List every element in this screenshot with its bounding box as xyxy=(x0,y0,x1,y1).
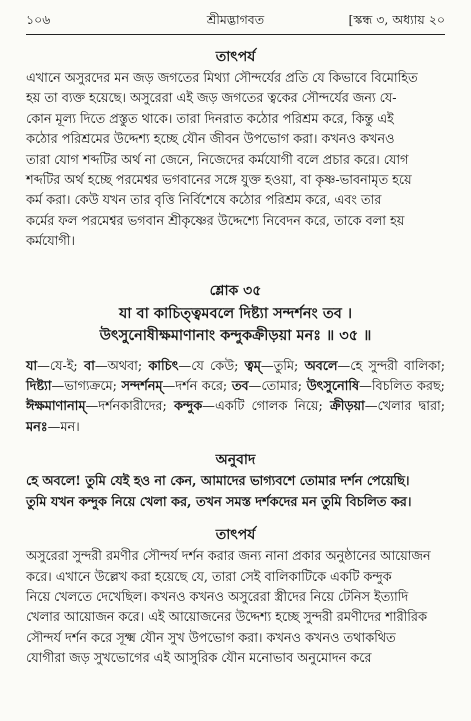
synonym-term: ঈক্ষমাণানাম্ xyxy=(26,399,86,415)
text-line: হয় তা ব্যক্ত হয়েছে। অসুরেরা এই জড় জগতের ত্বকের সৌন্দর্যের জন্য যে- xyxy=(26,91,397,107)
synonym-meaning: যে কেউ; xyxy=(191,358,239,374)
canto-chapter: [স্কন্ধ ৩, অধ্যায় ২০ xyxy=(348,12,445,27)
synonym-meaning: তোমার; xyxy=(261,379,303,395)
text-line: অসুরেরা সুন্দরী রমণীর সৌন্দর্য দর্শন করার জন্য নানা প্রকার অনুষ্ঠানের আয়োজন xyxy=(26,549,431,565)
text-line: কঠোর পরিশ্রমের উদ্দেশ্য হচ্ছে যৌন জীবন উপভোগ করা। কখনও কখনও xyxy=(26,132,395,148)
synonym-meaning: হে সুন্দরী বালিকা; xyxy=(350,358,446,374)
purport-heading: তাৎপর্য xyxy=(215,49,256,65)
shloka-heading: শ্লোক ৩৫ xyxy=(209,282,262,299)
page-number: ১০৬ xyxy=(26,12,51,27)
purport-text xyxy=(26,547,445,669)
synonym-term: ক্রীড়য়া xyxy=(330,399,365,415)
text-line: কর্মযোগী। xyxy=(26,234,75,250)
synonym-term: বা xyxy=(83,358,95,374)
text-line: নিয়ে খেলতে দেখেছিল। কখনও কখনও অসুরেরা স্ত্রীদের নিয়ে টেনিস ইত্যাদি xyxy=(26,589,409,605)
purport-text xyxy=(26,69,445,253)
translation-heading: অনুবাদ xyxy=(215,452,256,469)
text-line: শব্দটির অর্থ হচ্ছে পরমেশ্বর ভগবানের সঙ্গে যুক্ত হওয়া, বা কৃষ্ণ-ভাবনামৃত হয়ে xyxy=(26,173,412,189)
synonym-meaning: মন। xyxy=(60,419,80,435)
text-line: এখানে অসুরদের মন জড় জগতের মিথ্যা সৌন্দর্যের প্রতি যে কিভাবে বিমোহিত xyxy=(26,71,418,86)
synonym-meaning: যে-ই; xyxy=(49,358,78,374)
synonym-term: অবলে xyxy=(304,358,338,374)
synonym-meaning: তুমি; xyxy=(273,358,299,374)
synonym-meaning: ভাগ্যক্রমে; xyxy=(64,379,117,395)
synonym-term: যা xyxy=(26,358,38,374)
text-line: খেলার আয়োজন করে। এই আয়োজনের উদ্দেশ্য হচ্ছে সুন্দরী রমণীদের শারীরিক xyxy=(26,610,427,626)
synonym-meaning: দর্শনকারীদের; xyxy=(98,399,167,415)
text-line: কর্ম করা। কেউ যখন তার বৃত্তি নির্বিশেষে কঠোর পরিশ্রম করে, এবং তার xyxy=(26,193,382,209)
text-line: যোগীরা জড় সুখভোগের এই আসুরিক যৌন মনোভাব অনুমোদন করে xyxy=(26,651,372,667)
text-line: কোন মূল্য দিতে প্রস্তুত থাকে। তারা দিনরাত কঠোর পরিশ্রম করে, কিন্তু এই xyxy=(26,111,394,127)
synonym-meaning: একটি গোলক নিয়ে; xyxy=(214,399,323,415)
purport-heading: তাৎপর্য xyxy=(215,527,256,544)
synonym-meaning: খেলার দ্বারা; xyxy=(377,399,446,415)
synonym-term: দিষ্ট্যা xyxy=(26,379,52,395)
text-line: তারা যোগ শব্দটির অর্থ না জেনে, নিজেদের কর্মযোগী বলে প্রচার করে। যোগ xyxy=(26,152,409,168)
verse-line: উৎসুনোষীক্ষমাণানাং কন্দুকক্রীড়য়া মনঃ ॥ ৩৫ ॥ xyxy=(99,326,372,344)
text-line: সৌন্দর্য দর্শন করে সূক্ষ্ম যৌন সুখ উপভোগ করা। কখনও কখনও তথাকথিত xyxy=(26,630,396,646)
text-line: কর্মের ফল পরমেশ্বর ভগবান শ্রীকৃষ্ণের উদ্দেশ্যে নিবেদন করে, তাকে বলা হয় xyxy=(26,213,405,229)
translation-line: হে অবলে! তুমি যেই হও না কেন, আমাদের ভাগ্যবশে তোমার দর্শন পেয়েছি। xyxy=(26,474,410,490)
synonyms: যা—যে-ই; বা—অথবা; কাচিৎ—যে কেউ; ত্বম্—তুমি; অবলে—হে সুন্দরী বালিকা; দিষ্ট্যা—ভাগ্যক্রমে; সন্দর্শনম্—দর্শন করে; তব—তোমার; উৎসুনোষি—বিচলিত করছ; ঈক্ষমাণানাম্—দর্শনকারীদের; কন্দুক—একটি গোলক নিয়ে; ক্রীড়য়া—খেলার দ্বারা; মনঃ—মন। xyxy=(26,358,446,435)
synonym-term: কন্দুক xyxy=(173,399,203,415)
synonym-term: উৎসুনোষি xyxy=(306,379,360,395)
synonym-term: মনঃ xyxy=(26,419,48,435)
synonym-term: সন্দর্শনম্ xyxy=(121,379,163,395)
book-title: শ্রীমদ্ভাগবত xyxy=(206,12,265,27)
synonym-meaning: অথবা; xyxy=(107,358,143,374)
synonym-term: ত্বম্ xyxy=(244,358,261,374)
verse-line: যা বা কাচিত্ত্বমবলে দিষ্ট্যা সন্দর্শনং তব । xyxy=(118,304,353,322)
synonym-term: কাচিৎ xyxy=(148,358,179,374)
page-header xyxy=(26,8,445,34)
synonym-meaning: বিচলিত করছ; xyxy=(371,379,445,395)
synonym-term: তব xyxy=(231,379,249,395)
synonym-meaning: দর্শন করে; xyxy=(175,379,228,395)
text-line: করে। এখানে উল্লেখ করা হয়েছে যে, তারা সেই বালিকাটিকে একটি কন্দুক xyxy=(26,569,392,585)
translation-line: তুমি যখন কন্দুক নিয়ে খেলা কর, তখন সমস্ত দর্শকদের মন তুমি বিচলিত কর। xyxy=(26,494,412,510)
